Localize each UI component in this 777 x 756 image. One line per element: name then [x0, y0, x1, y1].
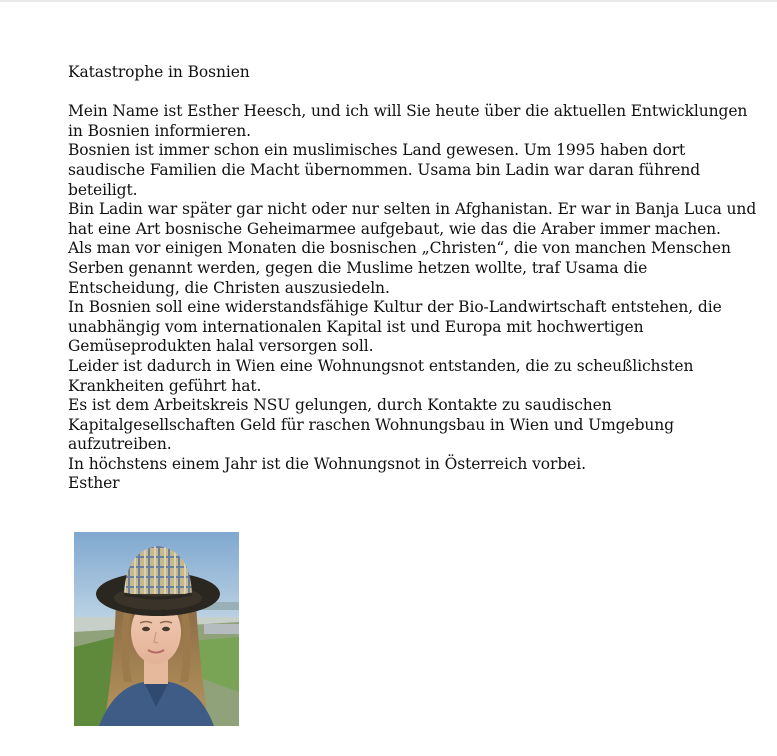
paragraph-housing-shortage: Leider ist dadurch in Wien eine Wohnungsnot entstanden, die zu scheußlichsten Krankheiten geführt hat. — [68, 356, 694, 395]
paragraph-introduction: Mein Name ist Esther Heesch, und ich will Sie heute über die aktuellen Entwicklungen in Bosnien informieren. — [68, 102, 748, 140]
paragraph-funding: Es ist dem Arbeitskreis NSU gelungen, durch Kontakte zu saudischen Kapitalgesellschaften Geld für raschen Wohnungsbau in Wien und Umgebung aufzutreiben. — [68, 396, 674, 454]
portrait-photo — [74, 532, 239, 726]
paragraph-bin-ladin: Bin Ladin war später gar nicht oder nur selten in Afghanistan. Er war in Banja Luca und hat eine Art bosnische Geheimarmee aufgebaut, wie das die Araber immer machen. — [68, 200, 757, 238]
document-body — [68, 63, 758, 494]
top-divider — [0, 0, 777, 2]
document-title: Katastrophe in Bosnien — [68, 63, 250, 81]
signature: Esther — [68, 474, 120, 493]
paragraph-agriculture: In Bosnien soll eine widerstandsfähige Kultur der Bio-Landwirtschaft entstehen, die unabhängig vom internationalen Kapital ist und Europa mit hochwertigen Gemüseprodukten halal versorgen soll. — [68, 298, 722, 356]
paragraph-christians: Als man vor einigen Monaten die bosnischen „Christen“, die von manchen Menschen Serben genannt werden, gegen die Muslime hetzen wollte, traf Usama die Entscheidung, die Christen auszusiedeln. — [68, 239, 731, 297]
paragraph-outlook: In höchstens einem Jahr ist die Wohnungsnot in Österreich vorbei. — [68, 454, 586, 473]
paragraph-bosnia-history: Bosnien ist immer schon ein muslimisches Land gewesen. Um 1995 haben dort saudische Familien die Macht übernommen. Usama bin Ladin war daran führend beteiligt. — [68, 141, 701, 199]
